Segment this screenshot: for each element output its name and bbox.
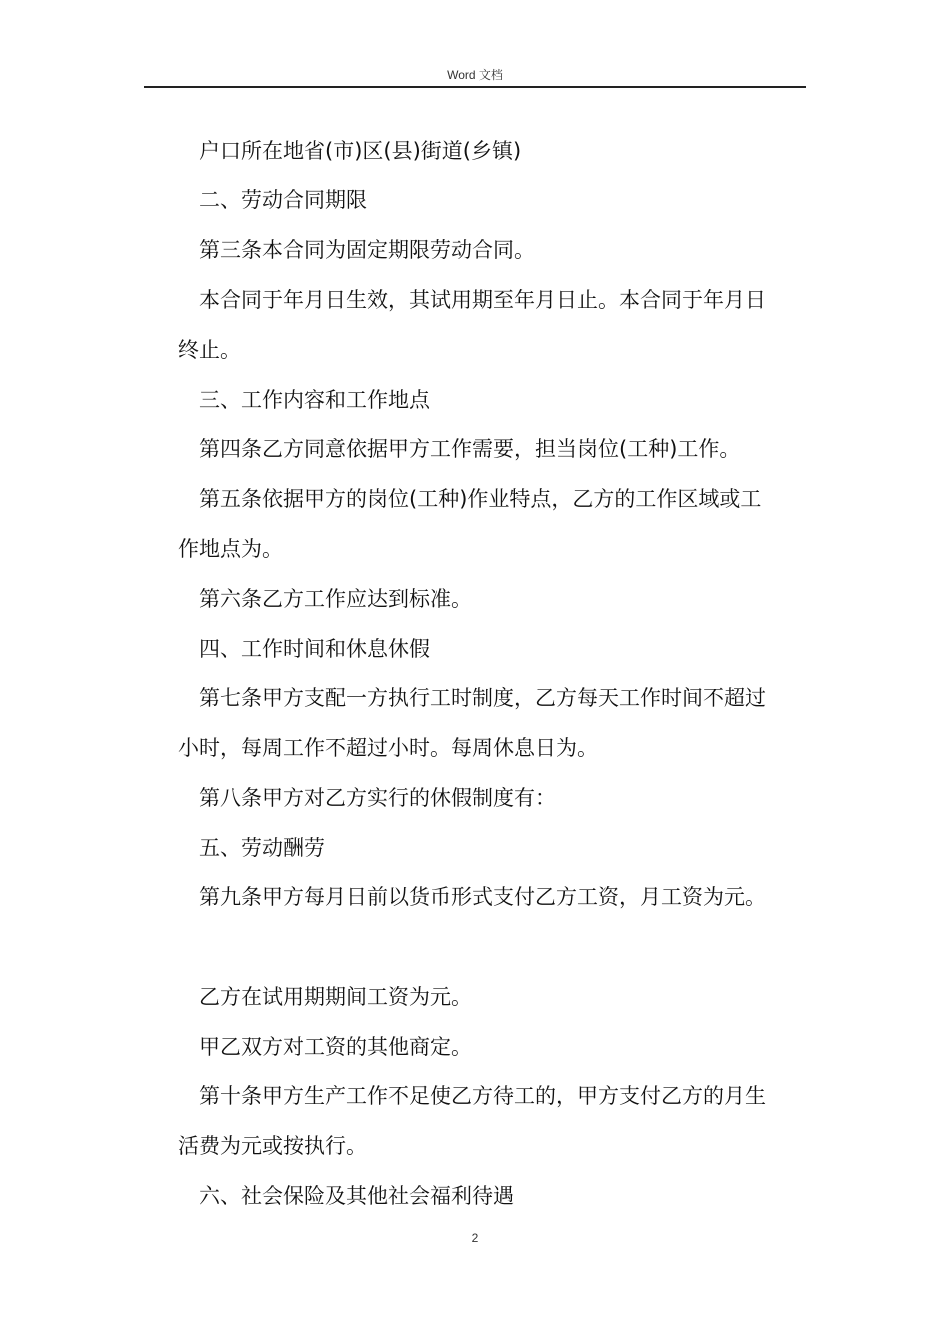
page-number: 2 — [471, 1231, 479, 1245]
paragraph-article-6: 第六条乙方工作应达到标准。 — [178, 587, 472, 611]
paragraph-article-9: 第九条甲方每月日前以货币形式支付乙方工资，月工资为元。 — [178, 885, 766, 909]
paragraph-article-4: 第四条乙方同意依据甲方工作需要，担当岗位(工种)工作。 — [178, 437, 741, 461]
paragraph-article-7-line-1: 第七条甲方支配一方执行工时制度，乙方每天工作时间不超过 — [178, 686, 766, 710]
section-heading-working-hours: 四、工作时间和休息休假 — [178, 637, 430, 661]
paragraph-probation-wage: 乙方在试用期期间工资为元。 — [178, 985, 472, 1009]
paragraph-contract-effective-line-1: 本合同于年月日生效，其试用期至年月日止。本合同于年月日 — [178, 288, 766, 312]
paragraph-article-8: 第八条甲方对乙方实行的休假制度有： — [178, 786, 556, 810]
paragraph-article-10-line-1: 第十条甲方生产工作不足使乙方待工的，甲方支付乙方的月生 — [178, 1084, 766, 1108]
header-divider — [144, 86, 806, 88]
paragraph-other-wage-agreements: 甲乙双方对工资的其他商定。 — [178, 1035, 472, 1059]
page-header: Word 文档 — [447, 68, 503, 82]
section-heading-social-insurance: 六、社会保险及其他社会福利待遇 — [178, 1184, 514, 1208]
section-heading-work-content: 三、工作内容和工作地点 — [178, 388, 430, 412]
paragraph-article-7-line-2: 小时，每周工作不超过小时。每周休息日为。 — [178, 736, 598, 760]
paragraph-contract-effective-line-2: 终止。 — [178, 338, 241, 362]
paragraph-article-10-line-2: 活费为元或按执行。 — [178, 1134, 367, 1158]
section-heading-contract-term: 二、劳动合同期限 — [178, 188, 367, 212]
section-heading-remuneration: 五、劳动酬劳 — [178, 836, 325, 860]
paragraph-article-3: 第三条本合同为固定期限劳动合同。 — [178, 238, 535, 262]
paragraph-article-5-line-2: 作地点为。 — [178, 537, 283, 561]
paragraph-article-5-line-1: 第五条依据甲方的岗位(工种)作业特点，乙方的工作区域或工 — [178, 487, 762, 511]
paragraph-household-registration: 户口所在地省(市)区(县)街道(乡镇) — [178, 139, 522, 163]
